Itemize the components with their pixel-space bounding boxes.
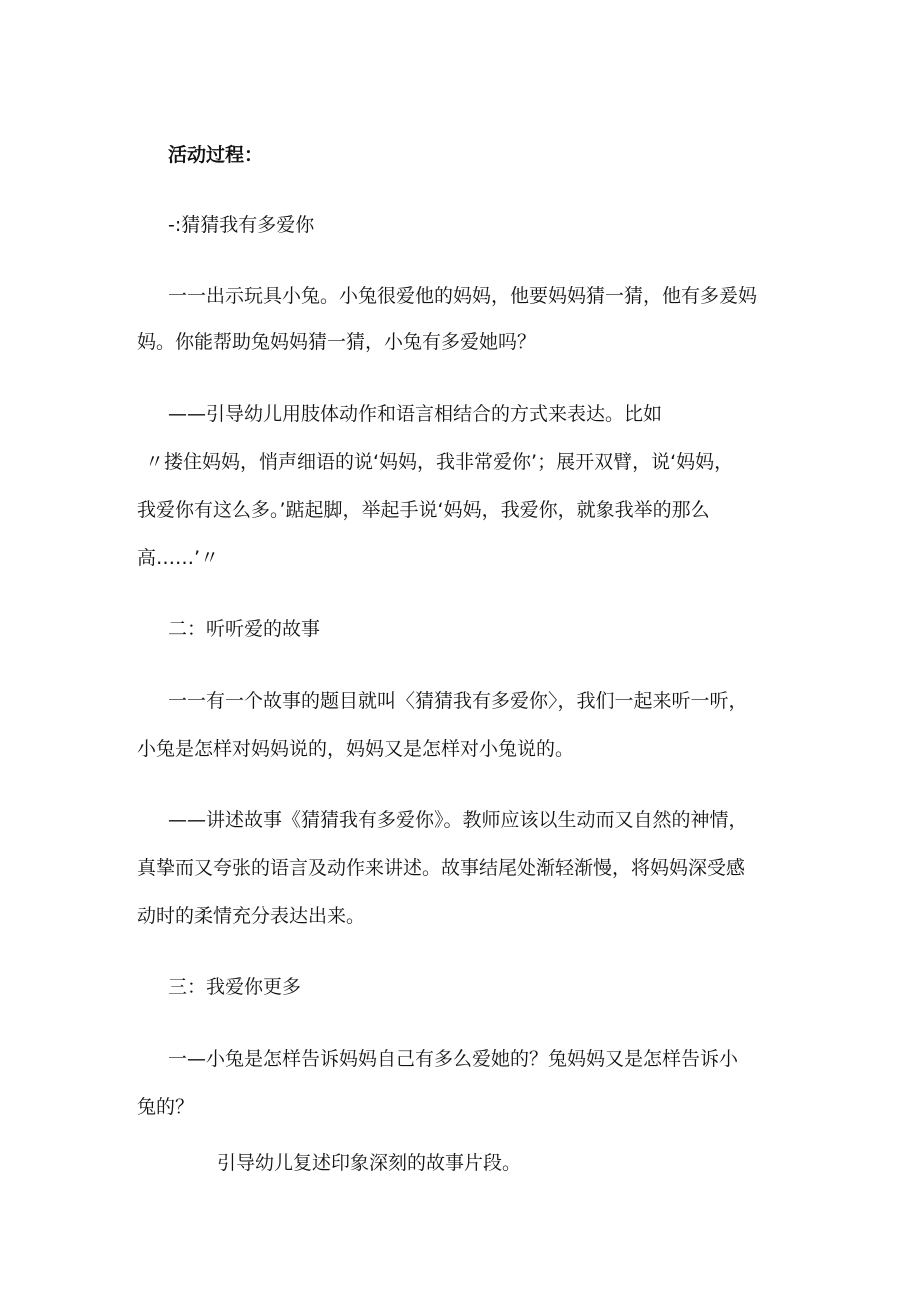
section-1-para-2-line-1: ——引导幼儿用肢体动作和语言相结合的方式来表达。比如	[168, 403, 663, 425]
section-2-title: 二：听听爱的故事	[168, 618, 321, 640]
section-1-para-1-line-2: 妈。你能帮助兔妈妈猜一猜，小兔有多爱她吗？	[137, 331, 537, 353]
section-3-para-2: 引导幼儿复述印象深刻的故事片段。	[217, 1152, 522, 1174]
section-1-para-2-line-3: 我爱你有这么多。’踮起脚，举起手说‘妈妈，我爱你，就象我举的那么	[137, 499, 710, 521]
section-1-para-2-line-4: 高……’〃	[137, 547, 220, 569]
section-1-para-2-line-2: 〃搂住妈妈，悄声细语的说‘妈妈，我非常爱你’；展开双臂，说‘妈妈，	[145, 451, 734, 473]
section-3-para-1-line-1: 一—小兔是怎样告诉妈妈自己有多么爱她的？兔妈妈又是怎样告诉小	[168, 1048, 739, 1070]
section-1-para-1-line-1: 一一出示玩具小兔。小兔很爱他的妈妈，他要妈妈猜一猜，他有多爰妈	[168, 285, 758, 307]
section-2-para-2-line-3: 动时的柔情充分表达出来。	[137, 905, 366, 927]
section-3-para-1-line-2: 兔的？	[137, 1096, 195, 1118]
section-2-para-1-line-1: 一一有一个故事的题目就叫〈猜猜我有多爱你〉，我们一起来听一听，	[168, 690, 748, 712]
section-1-title: -:猜猜我有多爱你	[168, 214, 315, 236]
activity-process-heading: 活动过程：	[168, 144, 264, 166]
section-2-para-1-line-2: 小兔是怎样对妈妈说的，妈妈又是怎样对小兔说的。	[137, 738, 575, 760]
section-2-para-2-line-1: ——讲述故事《猜猜我有多爱你》。教师应该以生动而又自然的神情，	[168, 809, 748, 831]
section-2-para-2-line-2: 真挚而又夸张的语言及动作来讲述。故事结尾处渐轻渐慢，将妈妈深受感	[137, 857, 746, 879]
section-3-title: 三：我爱你更多	[168, 976, 302, 998]
